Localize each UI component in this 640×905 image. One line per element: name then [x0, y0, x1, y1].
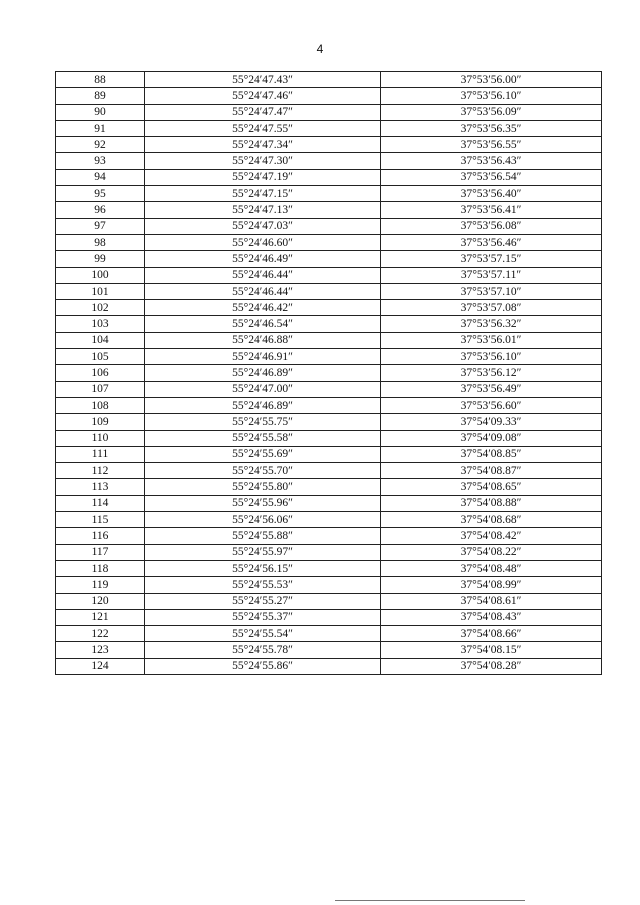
- point-number-cell: 91: [56, 120, 145, 136]
- point-number-cell: 98: [56, 234, 145, 250]
- latitude-cell: 55°24′56.15″: [145, 560, 381, 576]
- point-number-cell: 95: [56, 186, 145, 202]
- table-row: [56, 381, 602, 397]
- longitude-cell: 37°53′57.08″: [381, 300, 602, 316]
- table-row: [56, 609, 602, 625]
- longitude-cell: 37°53′56.40″: [381, 186, 602, 202]
- table-row: [56, 300, 602, 316]
- longitude-cell: 37°53′57.10″: [381, 283, 602, 299]
- latitude-cell: 55°24′55.75″: [145, 414, 381, 430]
- table-row: [56, 430, 602, 446]
- latitude-cell: 55°24′55.69″: [145, 446, 381, 462]
- table-row: [56, 544, 602, 560]
- table-row: [56, 626, 602, 642]
- point-number-cell: 117: [56, 544, 145, 560]
- latitude-cell: 55°24′55.80″: [145, 479, 381, 495]
- point-number-cell: 121: [56, 609, 145, 625]
- coordinates-table: [55, 71, 602, 675]
- latitude-cell: 55°24′47.43″: [145, 72, 381, 88]
- longitude-cell: 37°53′56.60″: [381, 397, 602, 413]
- longitude-cell: 37°54′08.87″: [381, 463, 602, 479]
- longitude-cell: 37°53′56.10″: [381, 88, 602, 104]
- table-row: [56, 495, 602, 511]
- latitude-cell: 55°24′55.96″: [145, 495, 381, 511]
- point-number-cell: 96: [56, 202, 145, 218]
- latitude-cell: 55°24′55.53″: [145, 577, 381, 593]
- longitude-cell: 37°53′57.15″: [381, 251, 602, 267]
- latitude-cell: 55°24′47.30″: [145, 153, 381, 169]
- longitude-cell: 37°54′09.33″: [381, 414, 602, 430]
- point-number-cell: 115: [56, 512, 145, 528]
- point-number-cell: 104: [56, 332, 145, 348]
- longitude-cell: 37°54′08.15″: [381, 642, 602, 658]
- longitude-cell: 37°53′56.01″: [381, 332, 602, 348]
- latitude-cell: 55°24′47.15″: [145, 186, 381, 202]
- point-number-cell: 119: [56, 577, 145, 593]
- latitude-cell: 55°24′46.91″: [145, 349, 381, 365]
- point-number-cell: 108: [56, 397, 145, 413]
- latitude-cell: 55°24′47.00″: [145, 381, 381, 397]
- table-row: [56, 479, 602, 495]
- table-row: [56, 528, 602, 544]
- latitude-cell: 55°24′55.37″: [145, 609, 381, 625]
- latitude-cell: 55°24′55.58″: [145, 430, 381, 446]
- point-number-cell: 102: [56, 300, 145, 316]
- table-row: [56, 642, 602, 658]
- table-row: [56, 397, 602, 413]
- longitude-cell: 37°54′08.61″: [381, 593, 602, 609]
- table-row: [56, 349, 602, 365]
- longitude-cell: 37°54′08.85″: [381, 446, 602, 462]
- latitude-cell: 55°24′46.49″: [145, 251, 381, 267]
- latitude-cell: 55°24′46.44″: [145, 267, 381, 283]
- longitude-cell: 37°54′08.42″: [381, 528, 602, 544]
- table-row: [56, 658, 602, 674]
- point-number-cell: 89: [56, 88, 145, 104]
- table-row: [56, 365, 602, 381]
- table-row: [56, 283, 602, 299]
- coordinates-table-body: [56, 72, 602, 675]
- table-row: [56, 414, 602, 430]
- point-number-cell: 120: [56, 593, 145, 609]
- latitude-cell: 55°24′55.88″: [145, 528, 381, 544]
- latitude-cell: 55°24′46.88″: [145, 332, 381, 348]
- point-number-cell: 101: [56, 283, 145, 299]
- latitude-cell: 55°24′46.44″: [145, 283, 381, 299]
- latitude-cell: 55°24′46.89″: [145, 365, 381, 381]
- longitude-cell: 37°54′08.43″: [381, 609, 602, 625]
- point-number-cell: 123: [56, 642, 145, 658]
- point-number-cell: 103: [56, 316, 145, 332]
- longitude-cell: 37°53′56.00″: [381, 72, 602, 88]
- point-number-cell: 109: [56, 414, 145, 430]
- latitude-cell: 55°24′55.86″: [145, 658, 381, 674]
- longitude-cell: 37°54′08.48″: [381, 560, 602, 576]
- point-number-cell: 116: [56, 528, 145, 544]
- longitude-cell: 37°53′56.41″: [381, 202, 602, 218]
- page-number: 4: [316, 42, 324, 56]
- longitude-cell: 37°54′09.08″: [381, 430, 602, 446]
- point-number-cell: 88: [56, 72, 145, 88]
- point-number-cell: 124: [56, 658, 145, 674]
- table-row: [56, 332, 602, 348]
- latitude-cell: 55°24′47.34″: [145, 137, 381, 153]
- latitude-cell: 55°24′47.19″: [145, 169, 381, 185]
- latitude-cell: 55°24′47.46″: [145, 88, 381, 104]
- point-number-cell: 111: [56, 446, 145, 462]
- table-row: [56, 267, 602, 283]
- latitude-cell: 55°24′47.55″: [145, 120, 381, 136]
- latitude-cell: 55°24′55.78″: [145, 642, 381, 658]
- longitude-cell: 37°53′56.49″: [381, 381, 602, 397]
- latitude-cell: 55°24′46.89″: [145, 397, 381, 413]
- point-number-cell: 110: [56, 430, 145, 446]
- point-number-cell: 112: [56, 463, 145, 479]
- point-number-cell: 118: [56, 560, 145, 576]
- longitude-cell: 37°53′56.10″: [381, 349, 602, 365]
- longitude-cell: 37°54′08.68″: [381, 512, 602, 528]
- longitude-cell: 37°53′57.11″: [381, 267, 602, 283]
- latitude-cell: 55°24′46.60″: [145, 234, 381, 250]
- latitude-cell: 55°24′55.70″: [145, 463, 381, 479]
- latitude-cell: 55°24′47.13″: [145, 202, 381, 218]
- longitude-cell: 37°53′56.09″: [381, 104, 602, 120]
- table-row: [56, 72, 602, 88]
- point-number-cell: 93: [56, 153, 145, 169]
- point-number-cell: 92: [56, 137, 145, 153]
- longitude-cell: 37°53′56.08″: [381, 218, 602, 234]
- longitude-cell: 37°53′56.46″: [381, 234, 602, 250]
- longitude-cell: 37°54′08.66″: [381, 626, 602, 642]
- longitude-cell: 37°53′56.12″: [381, 365, 602, 381]
- longitude-cell: 37°54′08.65″: [381, 479, 602, 495]
- point-number-cell: 122: [56, 626, 145, 642]
- table-row: [56, 234, 602, 250]
- latitude-cell: 55°24′46.42″: [145, 300, 381, 316]
- point-number-cell: 105: [56, 349, 145, 365]
- point-number-cell: 113: [56, 479, 145, 495]
- table-row: [56, 593, 602, 609]
- point-number-cell: 99: [56, 251, 145, 267]
- longitude-cell: 37°53′56.54″: [381, 169, 602, 185]
- point-number-cell: 100: [56, 267, 145, 283]
- table-row: [56, 512, 602, 528]
- point-number-cell: 90: [56, 104, 145, 120]
- latitude-cell: 55°24′55.54″: [145, 626, 381, 642]
- point-number-cell: 114: [56, 495, 145, 511]
- table-row: [56, 137, 602, 153]
- table-row: [56, 577, 602, 593]
- table-row: [56, 104, 602, 120]
- table-row: [56, 153, 602, 169]
- latitude-cell: 55°24′56.06″: [145, 512, 381, 528]
- point-number-cell: 97: [56, 218, 145, 234]
- latitude-cell: 55°24′46.54″: [145, 316, 381, 332]
- table-row: [56, 251, 602, 267]
- table-row: [56, 186, 602, 202]
- point-number-cell: 107: [56, 381, 145, 397]
- latitude-cell: 55°24′47.03″: [145, 218, 381, 234]
- latitude-cell: 55°24′55.97″: [145, 544, 381, 560]
- latitude-cell: 55°24′47.47″: [145, 104, 381, 120]
- latitude-cell: 55°24′55.27″: [145, 593, 381, 609]
- longitude-cell: 37°53′56.32″: [381, 316, 602, 332]
- longitude-cell: 37°54′08.99″: [381, 577, 602, 593]
- longitude-cell: 37°53′56.55″: [381, 137, 602, 153]
- table-row: [56, 169, 602, 185]
- table-row: [56, 120, 602, 136]
- longitude-cell: 37°54′08.88″: [381, 495, 602, 511]
- table-row: [56, 88, 602, 104]
- table-row: [56, 218, 602, 234]
- table-row: [56, 202, 602, 218]
- longitude-cell: 37°53′56.35″: [381, 120, 602, 136]
- longitude-cell: 37°54′08.28″: [381, 658, 602, 674]
- longitude-cell: 37°54′08.22″: [381, 544, 602, 560]
- table-row: [56, 560, 602, 576]
- point-number-cell: 106: [56, 365, 145, 381]
- bottom-rule: [335, 900, 525, 901]
- table-row: [56, 446, 602, 462]
- point-number-cell: 94: [56, 169, 145, 185]
- table-row: [56, 463, 602, 479]
- longitude-cell: 37°53′56.43″: [381, 153, 602, 169]
- table-row: [56, 316, 602, 332]
